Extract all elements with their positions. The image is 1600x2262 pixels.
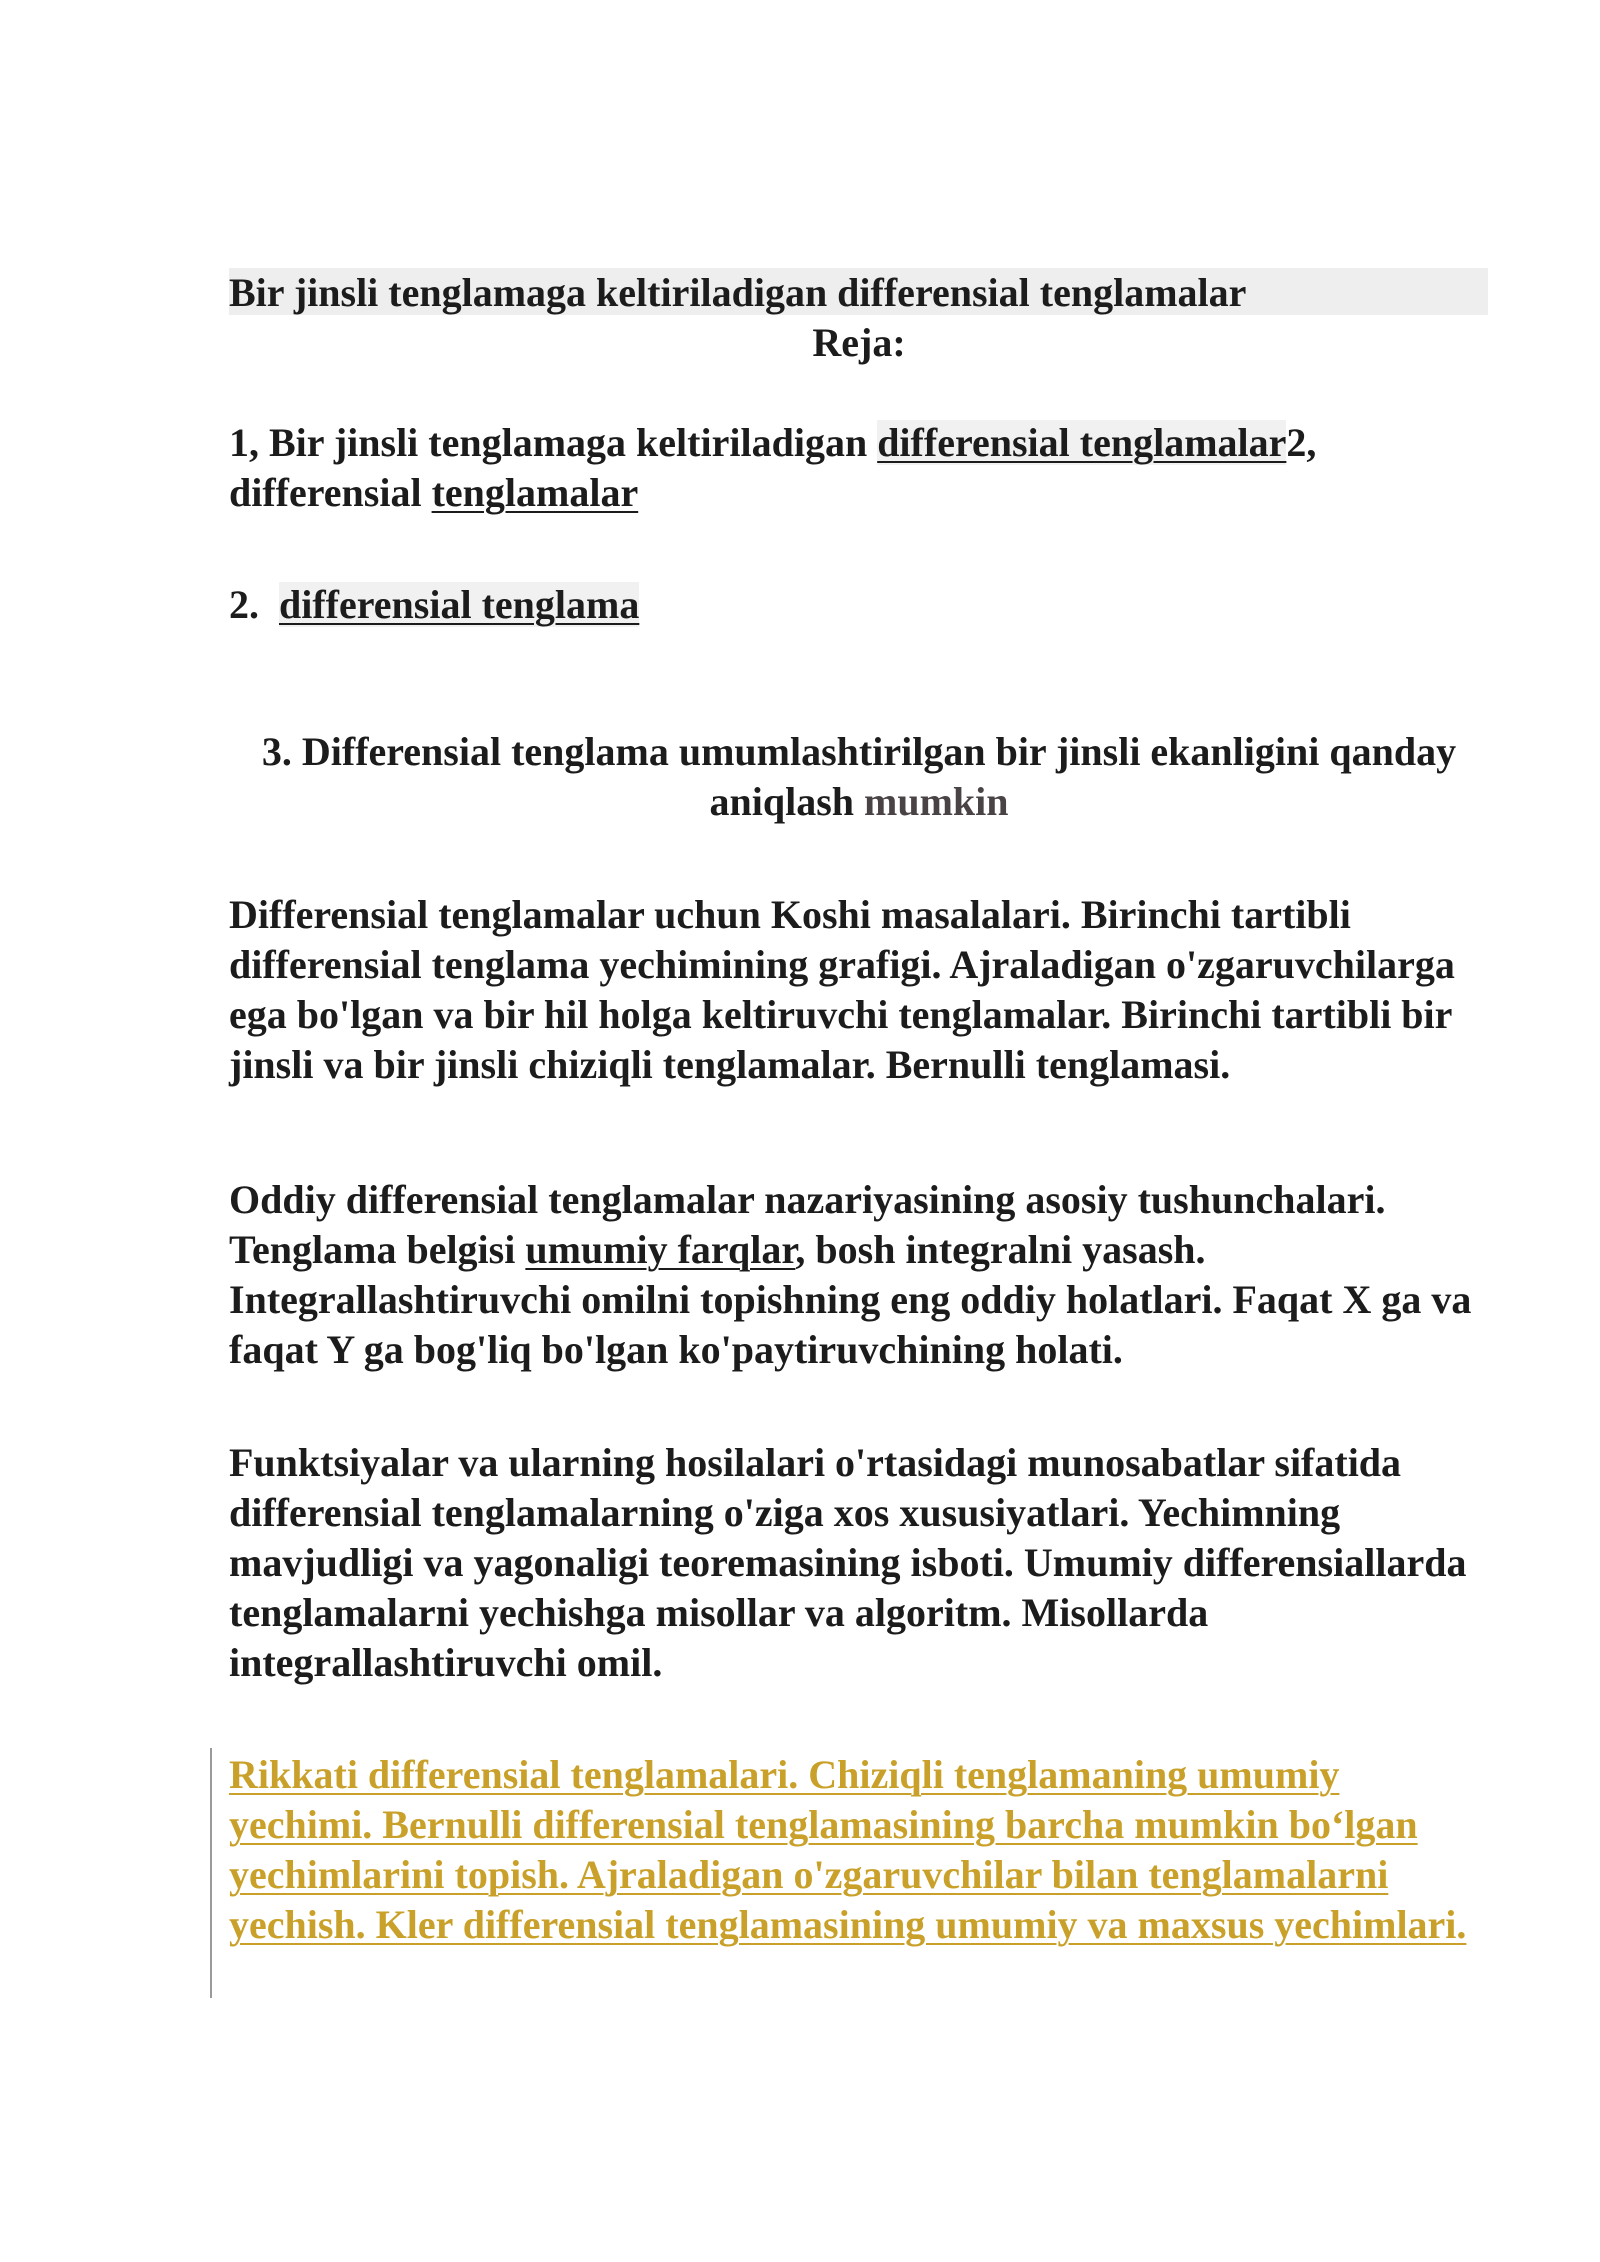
paragraph-4-link[interactable]: Rikkati differensial tenglamalari. Chiziqli tenglamaning umumiy yechimi. Bernulli differensial tenglamasining barcha mumkin bo‘lgan yechimlarini topish. Ajraladigan o'zgaruvchilar bilan tenglamalarni yechish. Kler differensial tenglamasining umumiy va maxsus yechimlari. — [229, 1752, 1467, 1947]
plan-item-1-prefix: 1, Bir jinsli tenglamaga keltiriladigan — [229, 420, 878, 465]
plan-item-2-prefix: 2. — [229, 582, 279, 627]
document-title: Bir jinsli tenglamaga keltiriladigan differensial tenglamalar — [229, 270, 1247, 315]
paragraph-4 — [229, 1750, 1489, 1950]
paragraph-1: Differensial tenglamalar uchun Koshi masalalari. Birinchi tartibli differensial tenglama yechimining grafigi. Ajraladigan o'zgaruvchilarga ega bo'lgan va bir hil holga keltiruvchi tenglamalar. Birinchi tartibli bir jinsli va bir jinsli chiziqli tenglamalar. Bernulli tenglamasi. — [229, 892, 1455, 1087]
plan-item-1 — [229, 418, 1479, 518]
paragraph-3: Funktsiyalar va ularning hosilalari o'rtasidagi munosabatlar sifatida differensial tenglamalarning o'ziga xos xususiyatlari. Yechimning mavjudligi va yagonaligi teoremasining isboti. Umumiy differensiallarda tenglamalarni yechishga misollar va algoritm. Misollarda integrallashtiruvchi omil. — [229, 1440, 1467, 1685]
paragraph-2-before: Oddiy differensial tenglamalar nazariyasining asosiy tushunchalari. Tenglama belgisi — [229, 1177, 1386, 1272]
plan-heading: Reja: — [812, 320, 906, 365]
paragraph-2 — [229, 1175, 1489, 1375]
plan-item-3-text: 3. Differensial tenglama umumlashtirilgan bir jinsli ekanligini qanday aniqlash — [261, 729, 1457, 824]
plan-item-3-tail: mumkin — [864, 779, 1009, 824]
plan-item-1-link[interactable]: differensial tenglamalar — [877, 420, 1287, 465]
paragraph-2-link[interactable]: umumiy farqlar — [525, 1227, 796, 1272]
plan-item-2 — [229, 580, 639, 630]
plan-item-1-mid: 2, differensial — [229, 420, 1317, 515]
plan-item-2-link[interactable]: differensial tenglama — [279, 582, 640, 627]
revision-change-bar — [210, 1748, 212, 1998]
plan-item-3 — [229, 727, 1489, 827]
paragraph-2-after: , bosh integralni yasash. Integrallashtiruvchi omilni topishning eng oddiy holatlari. Faqat X ga va faqat Y ga bog'liq bo'lgan ko'paytiruvchining holati. — [229, 1227, 1472, 1372]
plan-item-1-link-2[interactable]: tenglamalar — [431, 470, 639, 515]
